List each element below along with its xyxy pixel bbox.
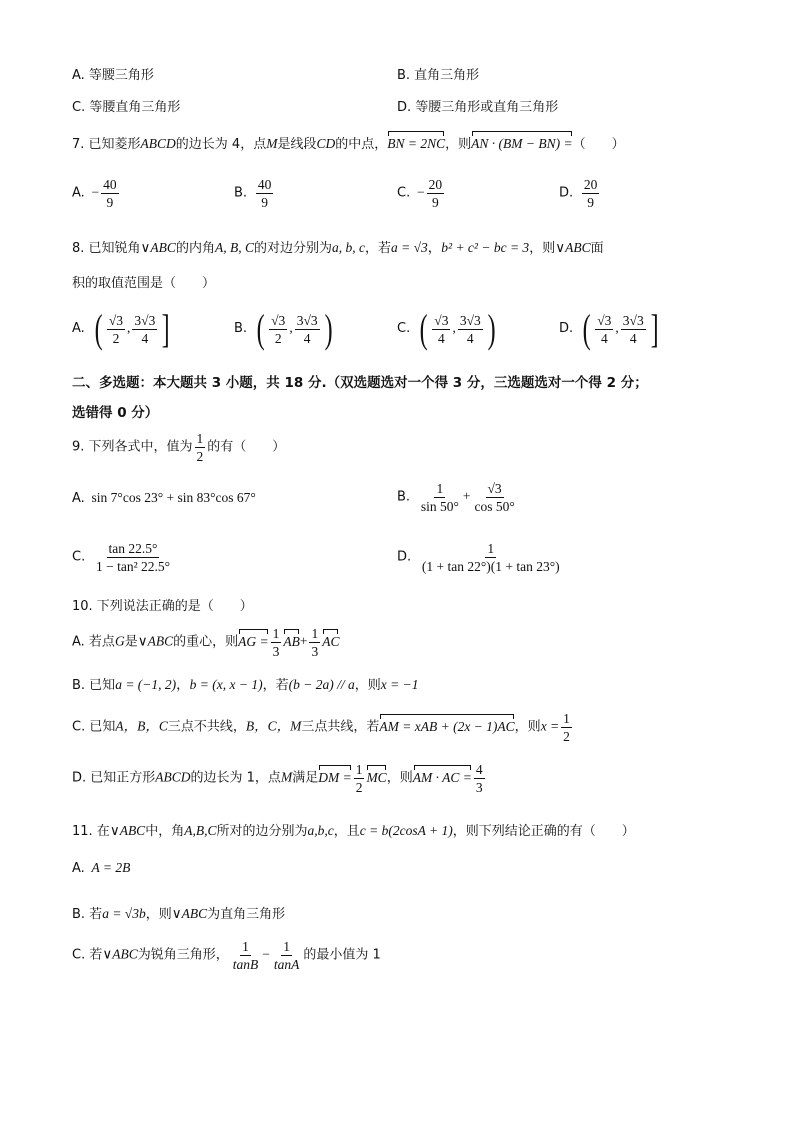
q6-option-b: B. 直角三角形 — [397, 68, 480, 83]
q6-option-a: A. 等腰三角形 — [72, 68, 154, 83]
q8-option-b: B. ( $\frac{√3}{2}$ , $\frac{3√3}{4}$ ) — [234, 306, 333, 351]
q11-option-a: A. A = 2B — [72, 860, 131, 876]
q10-option-a: A. 若点G是∨ABC的重心，则AG = $\frac{1}{3}$ AB+ $\frac{1}{3}$ AC — [72, 626, 340, 659]
q10-stem: 10. 下列说法正确的是（ ） — [72, 599, 253, 614]
section2-heading-line2: 选错得 0 分） — [72, 405, 159, 421]
q9-option-d: D. $\frac{1}{(1 + \tan 22^\circ)(1 + \tan 23^\circ)}$ — [397, 541, 560, 574]
q9-option-b: B. $\frac{1}{\sin 50^\circ}$ + $\frac{√3}{\cos 50^\circ}$ — [397, 481, 515, 514]
q7-option-c: C. − $\frac{20}{9}$ — [397, 177, 443, 210]
q9-stem: 9. 下列各式中，值为 $\frac{1}{2}$ 的有（ ） — [72, 431, 286, 464]
q8-option-c: C. ( $\frac{√3}{4}$ , $\frac{3√3}{4}$ ) — [397, 306, 496, 351]
q6-option-d: D. 等腰三角形或直角三角形 — [397, 100, 559, 115]
q11-stem: 11. 在∨ABC中，角A,B,C所对的边分别为a,b,c，且c = b(2cosA + 1)，则下列结论正确的有（ ） — [72, 823, 635, 839]
q10-option-d: D. 已知正方形ABCD的边长为 1，点M满足DM = $\frac{1}{2}$ MC，则AM · AC = $\frac{4}{3}$ — [72, 762, 483, 795]
q7-option-d: D. $\frac{20}{9}$ — [559, 177, 598, 210]
q11-option-b: B. 若a = √3b，则∨ABC为直角三角形 — [72, 906, 286, 922]
q7-vector-eq1: BN = 2NC — [387, 136, 446, 151]
q7-option-a: A. − $\frac{40}{9}$ — [72, 177, 117, 210]
q8-stem-line2: 积的取值范围是（ ） — [72, 276, 216, 291]
q11-option-c: C. 若∨ABC为锐角三角形， $\frac{1}{\tan B}$ − $\frac{1}{\tan A}$ 的最小值为 1 — [72, 939, 381, 972]
q6-option-c: C. 等腰直角三角形 — [72, 100, 181, 115]
q10-option-c: C. 已知A，B，C三点不共线，B，C，M三点共线，若AM = xAB + (2x − 1)AC，则x = $\frac{1}{2}$ — [72, 711, 570, 744]
section2-heading-line1: 二、多选题：本大题共 3 小题，共 18 分.（双选题选对一个得 3 分，三选题选对一个得 2 分； — [72, 375, 648, 391]
q7-vector-eq2: AN · (BM − BN) = — [471, 136, 573, 151]
q7-stem: 7. 已知菱形ABCD的边长为 4，点M是线段CD的中点，BN = 2NC，则AN · (BM − BN) =（ ） — [72, 136, 625, 152]
q8-option-a: A. ( $\frac{√3}{2}$ , $\frac{3√3}{4}$ ] — [72, 306, 171, 351]
q10-option-b: B. 已知a = (−1, 2)，b = (x, x − 1)，若(b − 2a) // a，则x = −1 — [72, 677, 419, 693]
q8-stem-line1: 8. 已知锐角∨ABC的内角A, B, C的对边分别为a, b, c，若a = √3，b² + c² − bc = 3，则∨ABC面 — [72, 240, 604, 256]
q9-option-a: A. sin 7°cos 23° + sin 83°cos 67° — [72, 490, 256, 506]
q9-option-c: C. $\frac{\tan 22.5^\circ}{\text{1 − tan² 22.5°}}$ — [72, 541, 171, 574]
q7-option-b: B. $\frac{40}{9}$ — [234, 177, 272, 210]
q8-option-d: D. ( $\frac{√3}{4}$ , $\frac{3√3}{4}$ ] — [559, 306, 659, 351]
